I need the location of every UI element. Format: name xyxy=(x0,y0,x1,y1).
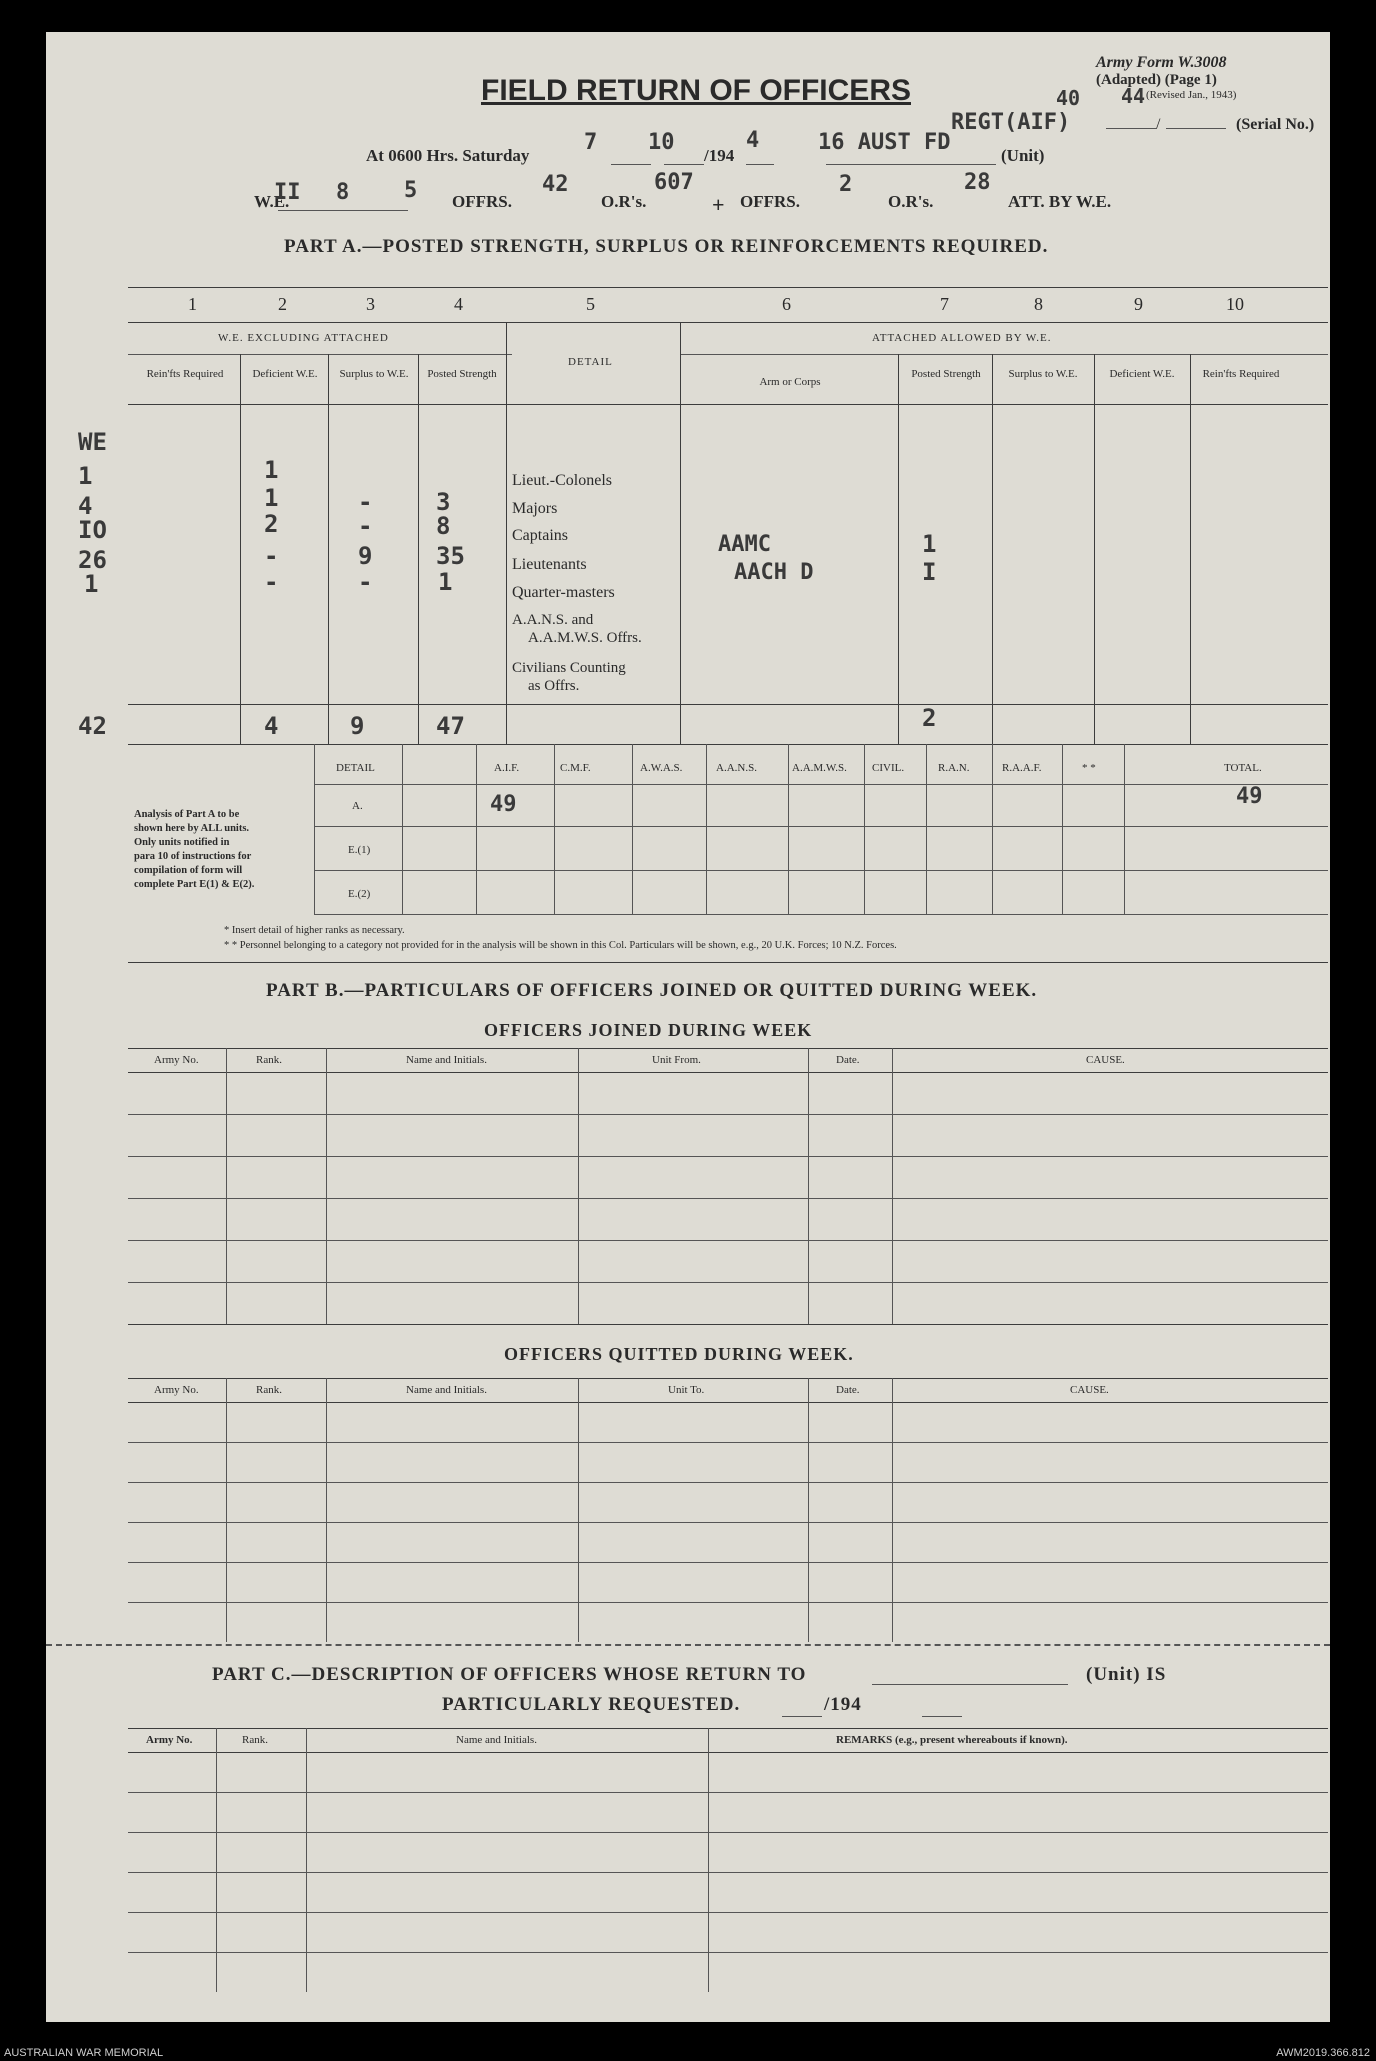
subhead-posted-left: Posted Strength xyxy=(427,368,497,380)
att-offrs-label: OFFRS. xyxy=(740,192,800,211)
serial-bottom: 44 xyxy=(1121,84,1146,108)
col-number-2: 2 xyxy=(278,294,287,314)
joined-col-cause: CAUSE. xyxy=(1086,1054,1125,1066)
analysis-aif-value: 49 xyxy=(490,792,517,817)
unit: 16 AUST FD xyxy=(818,130,951,155)
col-number-10: 10 xyxy=(1226,294,1244,314)
analysis-note: Analysis of Part A to be shown here by ALL units. Only units notified in para 10 of instructions for compilation of form will complete Part E(1) & E(2). xyxy=(134,809,255,890)
part-c-col-army-no: Army No. xyxy=(146,1734,193,1746)
detail-aamws: A.A.M.W.S. Offrs. xyxy=(528,630,642,646)
group-left-heading: W.E. EXCLUDING ATTACHED xyxy=(218,332,389,344)
quitted-col-date: Date. xyxy=(836,1384,860,1396)
att-label: ATT. BY W.E. xyxy=(1008,192,1112,211)
unit-label: (Unit) xyxy=(1001,146,1045,165)
att-offrs-value: 2 xyxy=(839,172,853,197)
quitted-col-army-no: Army No. xyxy=(154,1384,199,1396)
analysis-col-civil: CIVIL. xyxy=(872,762,905,774)
analysis-col-aif: A.I.F. xyxy=(494,762,520,774)
part-c-col-rank: Rank. xyxy=(242,1734,268,1746)
subhead-reinfts-right: Rein'fts Required xyxy=(1202,368,1280,380)
form-sheet: Army Form W.3008 (Adapted) (Page 1) (Revised Jan., 1943) FIELD RETURN OF OFFICERS 40 44 / (Serial No.) At 0600 Hrs. Saturday 7 10 4 16 AUST FD REGT(AIF) /194 (Unit) W.E. II 8 5 OFFRS. 42 O.R's. 607 + OFFRS. 2 O.R's. 28 ATT. BY W.E. PART A.—POSTED STRENGTH, SURPLUS OR REINFORCEMENTS REQUIRED. 1 2 3 4 5 6 7 8 9 10 W.E. EXCLUDING ATTACHED ATTACHED ALLOWED BY W.E. DETAIL Rein'fts Required Deficient W.E. Surplus to W.E. Posted Strength Arm or Corps Posted Strength Surplus to W.E. Deficient W.E. Rein'fts Required WE 1 1 Lieut.-Colonels 4 1 - 3 Majors IO 2 - 8 Captains 26 - 9 35 Lieutenants 1 - - 1 Quarter-masters A.A.N.S. and A.A.M.W.S. Offrs. Civilians Counting as Offrs. AAMC AACH D 1 I 42 4 9 47 2 Analysis of Part A to be shown here by ALL units. Only units notified in para 10 of instructions for compilation of form will complete Part E(1) & E(2). DETAIL A.I.F. C.M.F. A.W.A.S. A.A.N.S. A.A.M.W.S. CIVIL. R.A.N. R.A.A.F. * * TOTAL. A. E.(1) E.(2) 49 49 * Insert detail of higher ranks as necessary. * * Personnel belonging to a category not provided for in the analysis will be shown in this Col. Particulars will be shown, e.g., 20 U.K. Forces; 10 N.Z. Forces. PART B.—PARTICULARS OF OFFICERS JOINED OR QUITTED DURING WEEK. OFFICERS JOINED DURING WEEK Army No. Rank. Name and Initials. Unit From. Date. CAUSE. OFFICERS QUITTED DURING WEEK. Army No. Rank. Name and Initials. Unit To. Date. CAUSE. PART C.—DESCRIPTION OF OFFICERS WHOSE RETURN TO (Unit) IS PARTICULARLY REQUESTED. /194 Army No. Rank. Name and Initials. REMARKS (e.g., present whereabouts if known). xyxy=(46,32,1330,2022)
attached-posted-1: 1 xyxy=(922,530,937,558)
we-1: II xyxy=(274,180,301,205)
offrs-label: OFFRS. xyxy=(452,192,512,211)
part-a-title: PART A.—POSTED STRENGTH, SURPLUS OR REINFORCEMENTS REQUIRED. xyxy=(284,236,1049,257)
analysis-row-a: A. xyxy=(352,800,363,812)
we-2: 8 xyxy=(336,180,350,205)
joined-title: OFFICERS JOINED DURING WEEK xyxy=(484,1020,813,1040)
analysis-col-detail: DETAIL xyxy=(336,762,375,774)
part-c-title-line1: PART C.—DESCRIPTION OF OFFICERS WHOSE RETURN TO xyxy=(212,1664,807,1685)
quitted-col-cause: CAUSE. xyxy=(1070,1384,1109,1396)
analysis-col-aamws: A.A.M.W.S. xyxy=(792,762,847,774)
serial-label: (Serial No.) xyxy=(1236,116,1315,133)
analysis-col-other: * * xyxy=(1082,762,1096,774)
ors-label: O.R's. xyxy=(601,192,647,211)
analysis-col-total: TOTAL. xyxy=(1224,762,1262,774)
unit-line2: REGT(AIF) xyxy=(951,110,1071,135)
subhead-deficient-left: Deficient W.E. xyxy=(252,368,318,380)
attached-corps-2: AACH D xyxy=(734,560,814,585)
day: 7 xyxy=(584,130,598,155)
at-label: At 0600 Hrs. Saturday xyxy=(366,146,530,165)
quitted-col-name: Name and Initials. xyxy=(406,1384,487,1396)
ors-value: 607 xyxy=(654,170,694,195)
footnote-2: * * Personnel belonging to a category not provided for in the analysis will be shown in this Col. Particulars will be shown, e.g., 20 U.K. Forces; 10 N.Z. Forces. xyxy=(224,940,897,951)
attached-posted-2: I xyxy=(922,558,937,586)
analysis-col-cmf: C.M.F. xyxy=(560,762,591,774)
subhead-arm-corps: Arm or Corps xyxy=(759,376,821,388)
part-c-col-name: Name and Initials. xyxy=(456,1734,537,1746)
analysis-col-raaf: R.A.A.F. xyxy=(1002,762,1042,774)
part-c-title-line2: PARTICULARLY REQUESTED. xyxy=(442,1694,741,1715)
serial-top: 40 xyxy=(1056,86,1081,110)
form-title: FIELD RETURN OF OFFICERS xyxy=(481,74,911,107)
joined-col-unit-from: Unit From. xyxy=(652,1054,701,1066)
we-label: W.E. xyxy=(254,192,290,211)
we-3: 5 xyxy=(404,178,418,203)
analysis-row-e2: E.(2) xyxy=(348,888,371,900)
part-c-year: /194 xyxy=(824,1694,862,1715)
detail-heading: DETAIL xyxy=(568,356,613,368)
footer-credit: AUSTRALIAN WAR MEMORIAL xyxy=(4,2047,164,2059)
subhead-surplus-left: Surplus to W.E. xyxy=(339,368,409,380)
group-right-heading: ATTACHED ALLOWED BY W.E. xyxy=(872,332,1052,344)
part-b-title: PART B.—PARTICULARS OF OFFICERS JOINED OR QUITTED DURING WEEK. xyxy=(266,980,1038,1001)
col-number-6: 6 xyxy=(782,294,791,314)
form-adapted: (Adapted) (Page 1) xyxy=(1096,72,1217,88)
joined-col-name: Name and Initials. xyxy=(406,1054,487,1066)
detail-as-offrs: as Offrs. xyxy=(528,678,580,694)
detail-civilians: Civilians Counting xyxy=(512,660,626,676)
att-ors-label: O.R's. xyxy=(888,192,934,211)
col-number-9: 9 xyxy=(1134,294,1143,314)
analysis-col-ran: R.A.N. xyxy=(938,762,970,774)
col-number-5: 5 xyxy=(586,294,595,314)
subhead-surplus-right: Surplus to W.E. xyxy=(1008,368,1078,380)
subhead-reinfts-left: Rein'fts Required xyxy=(146,368,224,380)
col-number-3: 3 xyxy=(366,294,375,314)
offrs-value: 42 xyxy=(542,172,569,197)
quitted-col-rank: Rank. xyxy=(256,1384,282,1396)
subhead-deficient-right: Deficient W.E. xyxy=(1109,368,1175,380)
footnote-1: * Insert detail of higher ranks as necessary. xyxy=(224,925,405,936)
perforation-line xyxy=(46,1644,1330,1646)
footer-accession: AWM2019.366.812 xyxy=(1276,2047,1370,2059)
we-marker: WE xyxy=(78,428,107,456)
joined-col-army-no: Army No. xyxy=(154,1054,199,1066)
att-ors-value: 28 xyxy=(964,170,991,195)
col-number-8: 8 xyxy=(1034,294,1043,314)
form-number: Army Form W.3008 xyxy=(1096,54,1227,71)
part-c-col-remarks: REMARKS (e.g., present whereabouts if known). xyxy=(836,1734,1068,1746)
joined-col-rank: Rank. xyxy=(256,1054,282,1066)
subhead-posted-right: Posted Strength xyxy=(911,368,981,380)
analysis-col-awas: A.W.A.S. xyxy=(640,762,683,774)
year: 4 xyxy=(746,128,760,153)
col-number-7: 7 xyxy=(940,294,949,314)
col-number-4: 4 xyxy=(454,294,463,314)
plus-sign: + xyxy=(712,192,725,217)
part-c-unit-is: (Unit) IS xyxy=(1086,1664,1167,1685)
quitted-col-unit-to: Unit To. xyxy=(668,1384,705,1396)
year-prefix: /194 xyxy=(704,146,735,165)
attached-corps-1: AAMC xyxy=(718,532,771,557)
joined-col-date: Date. xyxy=(836,1054,860,1066)
col-number-1: 1 xyxy=(188,294,197,314)
analysis-col-aans: A.A.N.S. xyxy=(716,762,757,774)
analysis-total-value: 49 xyxy=(1236,784,1263,809)
analysis-row-e1: E.(1) xyxy=(348,844,371,856)
month: 10 xyxy=(648,130,675,155)
form-revised: (Revised Jan., 1943) xyxy=(1146,89,1237,101)
quitted-title: OFFICERS QUITTED DURING WEEK. xyxy=(504,1344,854,1364)
detail-aans: A.A.N.S. and xyxy=(512,612,594,628)
